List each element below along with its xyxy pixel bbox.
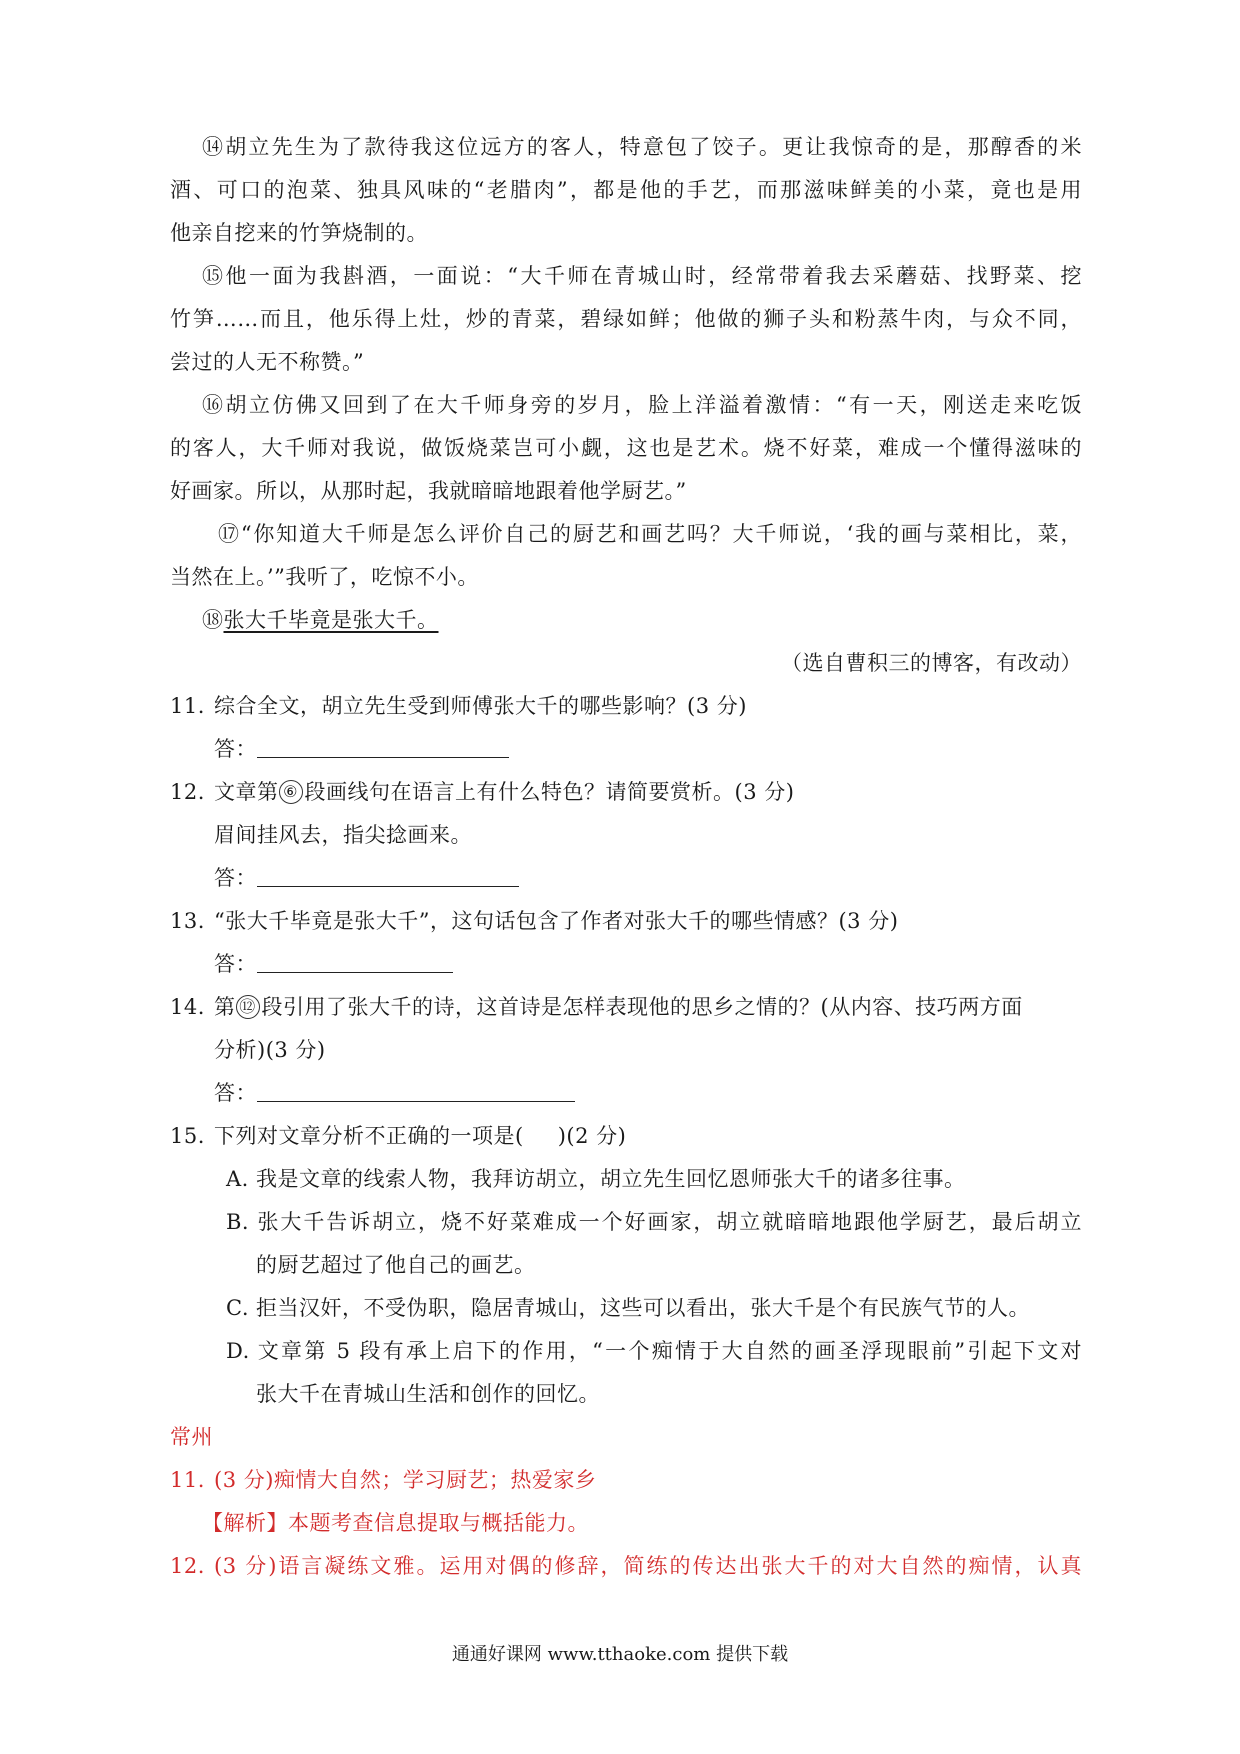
circled-number: ⑥ (279, 780, 303, 804)
answer-label: 答： (214, 952, 257, 976)
paragraph-marker: ⑯ (202, 393, 226, 417)
question-14-answer (214, 1078, 575, 1108)
option-label: A. (226, 1167, 249, 1191)
answer-label: 答： (214, 737, 257, 761)
answer-12 (170, 1551, 1082, 1581)
question-11 (170, 691, 747, 721)
question-12-quote: 眉间挂风去，指尖捻画来。 (214, 823, 472, 847)
option-b-line-2: 的厨艺超过了他自己的画艺。 (256, 1253, 536, 1277)
paragraph-15-line-1: ⑮他一面为我斟酒，一面说：“大千师在青城山时，经常带着我去采蘑菇、找野菜、挖 (202, 264, 1083, 288)
question-15: 15. 下列对文章分析不正确的一项是( )(2 分) (170, 1121, 626, 1151)
answer-blank[interactable] (257, 866, 519, 887)
paragraph-14-line-2: 酒、可口的泡菜、独具风味的“老腊肉”，都是他的手艺，而那滋味鲜美的小菜，竟也是用 (170, 178, 1082, 202)
answer-blank[interactable] (257, 1081, 575, 1102)
question-13-answer (214, 949, 453, 979)
paragraph-14-line-1: ⑭胡立先生为了款待我这位远方的客人，特意包了饺子。更让我惊奇的是，那醇香的米 (202, 135, 1082, 159)
circled-number: ⑫ (236, 995, 260, 1019)
question-number: 13. (170, 909, 205, 933)
paragraph-14-line-3: 他亲自挖来的竹笋烧制的。 (170, 221, 428, 245)
answer-11 (170, 1465, 596, 1495)
answer-label: 答： (214, 1081, 257, 1105)
answer-number: 11. (170, 1468, 205, 1492)
footer-credit: 通通好课网 www.tthaoke.com 提供下载 (451, 1644, 789, 1665)
paragraph-17-line-1: ⑰“你知道大千师是怎么评价自己的厨艺和画艺吗？大千师说，‘我的画与菜相比，菜， (218, 522, 1082, 546)
question-14-line-2: 分析)(3 分) (214, 1038, 326, 1062)
answer-blank[interactable] (257, 952, 453, 973)
option-label: C. (226, 1296, 249, 1320)
underlined-sentence: 张大千毕竟是张大千。 (223, 608, 439, 632)
option-label: B. (226, 1210, 250, 1234)
option-d-line-2: 张大千在青城山生活和创作的回忆。 (256, 1382, 600, 1406)
question-text: “张大千毕竟是张大千”，这句话包含了作者对张大千的哪些情感？(3 分) (214, 909, 899, 933)
paragraph-marker: ⑮ (202, 264, 226, 288)
option-b-line-1: B. 张大千告诉胡立，烧不好菜难成一个好画家，胡立就暗暗地跟他学厨艺，最后胡立 (226, 1207, 1082, 1237)
answer-number: 12. (170, 1554, 205, 1578)
question-number: 12. (170, 780, 205, 804)
answer-text: (3 分)语言凝练文雅。运用对偶的修辞，简练的传达出张大千的对大自然的痴情，认真 (214, 1554, 1082, 1578)
question-12: 12. 文章第 ⑥ 段画线句在语言上有什么特色？请简要赏析。(3 分) (170, 777, 794, 807)
question-13 (170, 906, 898, 936)
paragraph-16-line-2: 的客人，大千师对我说，做饭烧菜岂可小觑，这也是艺术。烧不好菜，难成一个懂得滋味的 (170, 436, 1082, 460)
paragraph-15-line-2: 竹笋……而且，他乐得上灶，炒的青菜，碧绿如鲜；他做的狮子头和粉蒸牛肉，与众不同， (170, 307, 1082, 331)
paragraph-16-line-3: 好画家。所以，从那时起，我就暗暗地跟着他学厨艺。” (170, 479, 687, 503)
question-text: 综合全文，胡立先生受到师傅张大千的哪些影响？(3 分) (214, 694, 747, 718)
answer-region-label: 常州 (170, 1425, 213, 1449)
paragraph-18 (202, 605, 439, 635)
question-11-answer (214, 734, 509, 764)
paragraph-15-line-3: 尝过的人无不称赞。” (170, 350, 365, 374)
answer-11-analysis: 【解析】本题考查信息提取与概括能力。 (202, 1511, 589, 1535)
question-number: 15. (170, 1124, 205, 1148)
option-c: C. 拒当汉奸，不受伪职，隐居青城山，这些可以看出，张大千是个有民族气节的人。 (226, 1293, 1030, 1323)
question-number: 14. (170, 995, 205, 1019)
question-number: 11. (170, 694, 205, 718)
option-d-line-1: D. 文章第 5 段有承上启下的作用，“一个痴情于大自然的画圣浮现眼前”引起下文对 (226, 1336, 1082, 1366)
paragraph-17-line-2: 当然在上。’”我听了，吃惊不小。 (170, 565, 479, 589)
answer-text: (3 分)痴情大自然；学习厨艺；热爱家乡 (214, 1468, 597, 1492)
answer-label: 答： (214, 866, 257, 890)
paragraph-marker: ⑭ (202, 135, 226, 159)
option-label: D. (226, 1339, 250, 1363)
answer-blank[interactable] (257, 737, 509, 758)
paragraph-marker: ⑰ (218, 522, 241, 546)
paragraph-16-line-1: ⑯胡立仿佛又回到了在大千师身旁的岁月，脸上洋溢着激情：“有一天，刚送走来吃饭 (202, 393, 1083, 417)
question-14: 14. 第 ⑫ 段引用了张大千的诗，这首诗是怎样表现他的思乡之情的？(从内容、技巧两方面 (170, 992, 1023, 1022)
paragraph-marker: ⑱ (202, 608, 224, 632)
question-12-answer (214, 863, 519, 893)
source-citation: （选自曹积三的博客，有改动） (781, 651, 1082, 675)
option-a: A. 我是文章的线索人物，我拜访胡立，胡立先生回忆恩师张大千的诸多往事。 (226, 1164, 966, 1194)
